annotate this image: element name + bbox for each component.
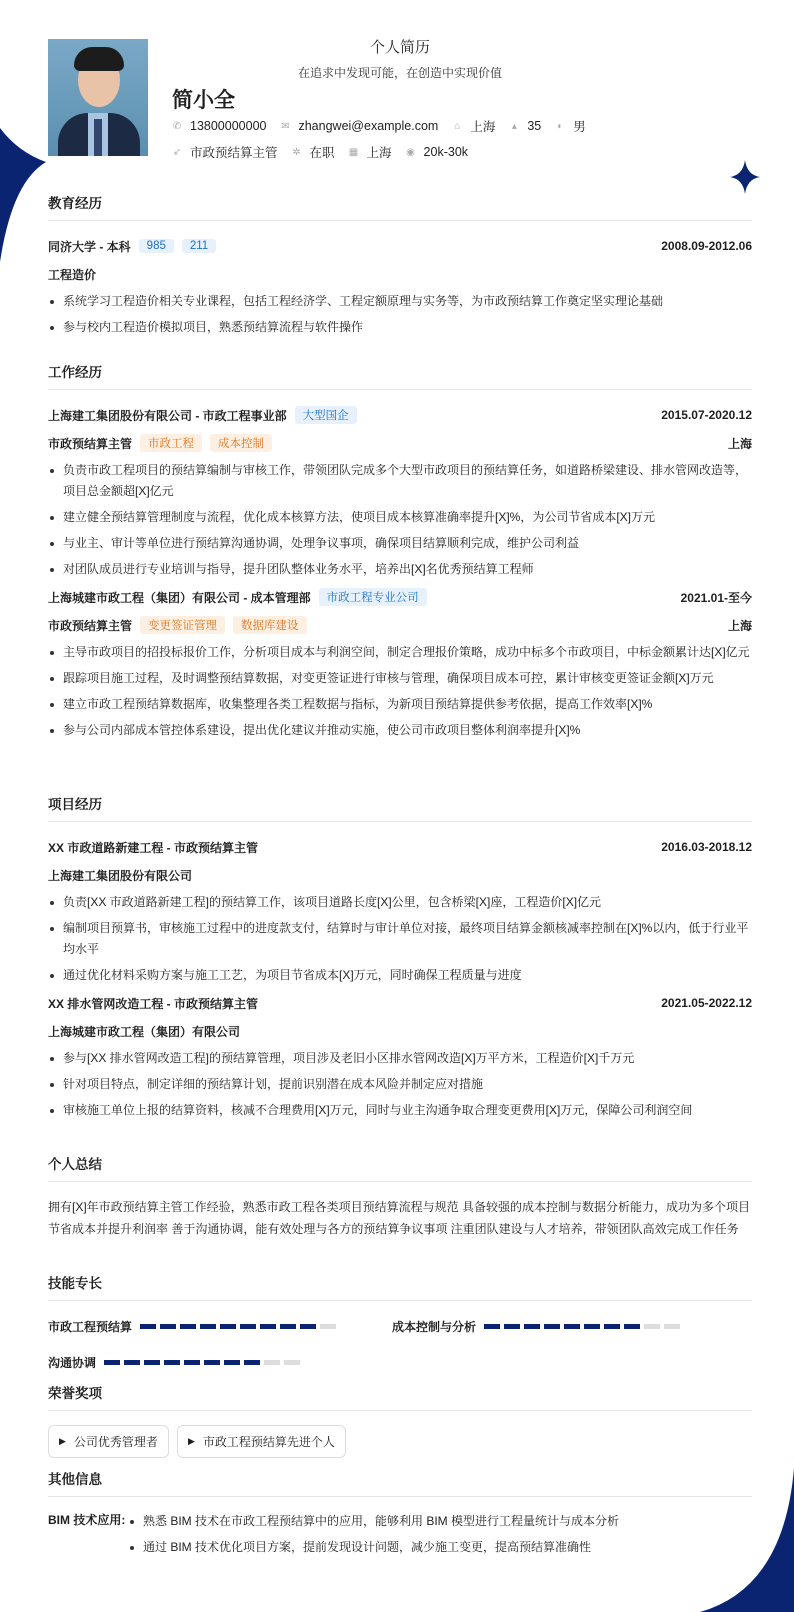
skill-name: 沟通协调 (48, 1355, 97, 1370)
tag-badge: 数据库建设 (233, 616, 307, 634)
other-info-item (48, 1511, 752, 1563)
play-triangle-icon: ▶ (187, 1436, 195, 1446)
skill-level-segment (544, 1324, 560, 1329)
skill-level-segment (104, 1360, 120, 1365)
entry-header (48, 404, 752, 426)
bullet-list (48, 1048, 752, 1121)
skill-level-segment (240, 1324, 256, 1329)
info-value: 上海 (470, 120, 496, 134)
list-item: 负责市政工程项目的预结算编制与审核工作，带领团队完成多个大型市政项目的预结算任务，如道路桥梁建设、排水管网改造等，项目总金额超[X]亿元 (48, 460, 752, 502)
skill-level-segment (284, 1360, 300, 1365)
mail-icon: ✉ (281, 120, 290, 132)
gender-icon: ◐ (557, 120, 564, 132)
entry-header (48, 235, 752, 257)
info-value: 市政预结算主管 (190, 146, 278, 160)
skill-level-segment (280, 1324, 296, 1329)
skill-level-segment (584, 1324, 600, 1329)
skill-level-segment (264, 1360, 280, 1365)
date-range: 2016.03-2018.12 (661, 840, 752, 854)
honor-item (177, 1425, 346, 1458)
entry-title-group (48, 434, 272, 452)
skill-level-segment (644, 1324, 660, 1329)
major: 工程造价 (48, 267, 97, 282)
tag-badge: 成本控制 (210, 434, 272, 452)
skill-level-segment (244, 1360, 260, 1365)
salary-icon: ◉ (406, 146, 415, 158)
skill-name: 成本控制与分析 (392, 1319, 477, 1334)
list-item: 编制项目预算书，审核施工过程中的进度款支付，结算时与审计单位对接，最终项目结算金额核减率控制在[X]%以内，低于行业平均水平 (48, 918, 752, 960)
skill-level-segment (564, 1324, 580, 1329)
status-icon: ✲ (292, 146, 301, 158)
section-heading: 工作经历 (48, 361, 752, 390)
honor-label: 公司优秀管理者 (73, 1435, 158, 1449)
info-value: 20k-30k (423, 145, 469, 159)
skill-level-segment (200, 1324, 216, 1329)
entry-header (48, 614, 752, 636)
skill-level-bar (140, 1324, 340, 1329)
skill-item (48, 1351, 392, 1373)
skill-level-segment (204, 1360, 220, 1365)
contact-info-row (172, 117, 600, 135)
skill-level-segment (484, 1324, 500, 1329)
section-heading: 其他信息 (48, 1468, 752, 1497)
info-value: 13800000000 (190, 119, 267, 133)
tag-badge: 211 (182, 239, 216, 253)
section-heading: 教育经历 (48, 192, 752, 221)
entry-header (48, 836, 752, 858)
honor-item (48, 1425, 169, 1458)
list-item: 参与公司内部成本管控体系建设，提出优化建议并推动实施，使公司市政项目整体利润率提升[X]% (48, 720, 752, 741)
list-item: 针对项目特点，制定详细的预结算计划，提前识别潜在成本风险并制定应对措施 (48, 1074, 752, 1095)
tag-badge: 市政工程 (140, 434, 202, 452)
phone-icon: ✆ (172, 120, 182, 132)
honors-list (48, 1425, 752, 1458)
job-icon: ➶ (172, 146, 182, 158)
company-name: 上海建工集团股份有限公司 - 市政工程事业部 (48, 408, 287, 423)
skill-level-segment (164, 1360, 180, 1365)
list-item: 系统学习工程造价相关专业课程，包括工程经济学、工程定额原理与实务等，为市政预结算工作奠定坚实理论基础 (48, 291, 752, 312)
skill-level-segment (224, 1360, 240, 1365)
skill-level-segment (664, 1324, 680, 1329)
entry-title-group (48, 616, 307, 634)
skill-level-segment (220, 1324, 236, 1329)
tag-badge: 大型国企 (295, 406, 357, 424)
list-item: 参与校内工程造价模拟项目，熟悉预结算流程与软件操作 (48, 317, 752, 338)
honors-section (48, 1382, 752, 1458)
job-role: 市政预结算主管 (48, 436, 133, 451)
skill-level-segment (124, 1360, 140, 1365)
section-heading: 个人总结 (48, 1153, 752, 1182)
building-icon: ▦ (348, 146, 359, 158)
entry-header (48, 263, 752, 285)
entry-header (48, 864, 752, 886)
entry-title-group (48, 588, 427, 606)
summary-section (48, 1153, 752, 1240)
entry-title-group (48, 266, 96, 283)
project-company: 上海城建市政工程（集团）有限公司 (48, 1024, 241, 1039)
school-name: 同济大学 - 本科 (48, 239, 131, 254)
bullet-list (128, 1511, 619, 1563)
date-range: 2015.07-2020.12 (661, 408, 752, 422)
job-city: 上海 (727, 618, 752, 633)
list-item: 负责[XX 市政道路新建工程]的预结算工作，该项目道路长度[X]公里，包含桥梁[X]座，工程造价[X]亿元 (48, 892, 752, 913)
tag-badge: 变更签证管理 (140, 616, 225, 634)
entry-header (48, 432, 752, 454)
entry-title-group (48, 1023, 240, 1040)
candidate-name: 简小全 (172, 89, 235, 112)
entry-title-group (48, 406, 357, 424)
list-item: 跟踪项目施工过程，及时调整预结算数据，对变更签证进行审核与管理，确保项目成本可控，累计审核变更签证金额[X]万元 (48, 668, 752, 689)
list-item: 建立市政工程预结算数据库，收集整理各类工程数据与指标，为新项目预结算提供参考依据，提高工作效率[X]% (48, 694, 752, 715)
list-item: 对团队成员进行专业培训与指导，提升团队整体业务水平，培养出[X]名优秀预结算工程师 (48, 559, 752, 580)
other-info-key: BIM 技术应用: (48, 1513, 126, 1527)
job-role: 市政预结算主管 (48, 618, 133, 633)
skill-level-segment (320, 1324, 336, 1329)
bullet-list (48, 460, 752, 580)
list-item: 通过 BIM 技术优化项目方案，提前发现设计问题，减少施工变更，提高预结算准确性 (128, 1537, 619, 1558)
entry-title-group (48, 839, 258, 856)
entry-title-group (48, 238, 216, 255)
summary-text: 拥有[X]年市政预结算主管工作经验，熟悉市政工程各类项目预结算流程与规范 具备较强的成本控制与数据分析能力，成功为多个项目节省成本并提升利润率 善于沟通协调，能有效处理与各方的预结算争议事项 注重团队建设与人才培养，带领团队高效完成工作任务 (48, 1200, 751, 1236)
skill-level-segment (260, 1324, 276, 1329)
home-icon: ⌂ (454, 120, 461, 132)
project-company: 上海建工集团股份有限公司 (48, 868, 193, 883)
page-title: 个人简历 (369, 39, 430, 56)
skills-section (48, 1272, 752, 1387)
section-heading: 技能专长 (48, 1272, 752, 1301)
page-subtitle: 在追求中发现可能，在创造中实现价值 (297, 66, 502, 80)
skill-level-segment (604, 1324, 620, 1329)
date-range: 2021.01-至今 (680, 590, 752, 605)
section-heading: 荣誉奖项 (48, 1382, 752, 1411)
skill-item (48, 1315, 392, 1337)
list-item: 审核施工单位上报的结算资料，核减不合理费用[X]万元，同时与业主沟通争取合理变更费用[X]万元，保障公司利润空间 (48, 1100, 752, 1121)
list-item: 建立健全预结算管理制度与流程，优化成本核算方法，使项目成本核算准确率提升[X]%，为公司节省成本[X]万元 (48, 507, 752, 528)
skill-name: 市政工程预结算 (48, 1319, 133, 1334)
bullet-list (48, 291, 752, 338)
skill-level-segment (300, 1324, 316, 1329)
bullet-list (48, 892, 752, 986)
skill-item (392, 1315, 736, 1337)
honor-label: 市政工程预结算先进个人 (202, 1435, 335, 1449)
list-item: 熟悉 BIM 技术在市政工程预结算中的应用，能够利用 BIM 模型进行工程量统计与成本分析 (128, 1511, 619, 1532)
skill-level-segment (624, 1324, 640, 1329)
skill-level-segment (144, 1360, 160, 1365)
skill-level-segment (160, 1324, 176, 1329)
list-item: 与业主、审计等单位进行预结算沟通协调，处理争议事项，确保项目结算顺利完成，维护公司利益 (48, 533, 752, 554)
skills-list (48, 1315, 752, 1387)
other-info-section (48, 1468, 752, 1563)
date-range: 2021.05-2022.12 (661, 996, 752, 1010)
company-name: 上海城建市政工程（集团）有限公司 - 成本管理部 (48, 590, 311, 605)
list-item: 主导市政项目的招投标报价工作，分析项目成本与利润空间，制定合理报价策略，成功中标多个市政项目，中标金额累计达[X]亿元 (48, 642, 752, 663)
entry-title-group (48, 867, 192, 884)
info-value: 35 (527, 119, 542, 133)
skill-level-segment (524, 1324, 540, 1329)
entry-title-group (48, 995, 258, 1012)
list-item: 通过优化材料采购方案与施工工艺，为项目节省成本[X]万元，同时确保工程质量与进度 (48, 965, 752, 986)
tag-badge: 市政工程专业公司 (319, 588, 427, 606)
info-value: zhangwei@example.com (298, 119, 439, 133)
date-range: 2008.09-2012.06 (661, 239, 752, 253)
decorative-shape-left (0, 128, 46, 262)
info-value: 男 (573, 120, 586, 134)
skill-level-segment (504, 1324, 520, 1329)
star-icon (730, 160, 760, 194)
list-item: 参与[XX 排水管网改造工程]的预结算管理，项目涉及老旧小区排水管网改造[X]万平方米，工程造价[X]千万元 (48, 1048, 752, 1069)
entry-header (48, 992, 752, 1014)
work-section (48, 361, 752, 747)
bullet-list (48, 642, 752, 741)
info-value: 在职 (309, 146, 335, 160)
entry-header (48, 1020, 752, 1042)
age-icon: ▴ (511, 120, 517, 132)
job-city: 上海 (727, 436, 752, 451)
project-name: XX 排水管网改造工程 - 市政预结算主管 (48, 996, 259, 1011)
skill-level-segment (184, 1360, 200, 1365)
play-triangle-icon: ▶ (59, 1436, 66, 1446)
entry-header (48, 586, 752, 608)
info-value: 上海 (366, 146, 392, 160)
section-heading: 项目经历 (48, 793, 752, 822)
job-info-row (172, 143, 482, 161)
skill-level-segment (140, 1324, 156, 1329)
skill-level-bar (104, 1360, 304, 1365)
education-section (48, 192, 752, 344)
tag-badge: 985 (139, 239, 174, 253)
projects-section (48, 793, 752, 1127)
project-name: XX 市政道路新建工程 - 市政预结算主管 (48, 840, 259, 855)
skill-level-segment (180, 1324, 196, 1329)
skill-level-bar (484, 1324, 684, 1329)
